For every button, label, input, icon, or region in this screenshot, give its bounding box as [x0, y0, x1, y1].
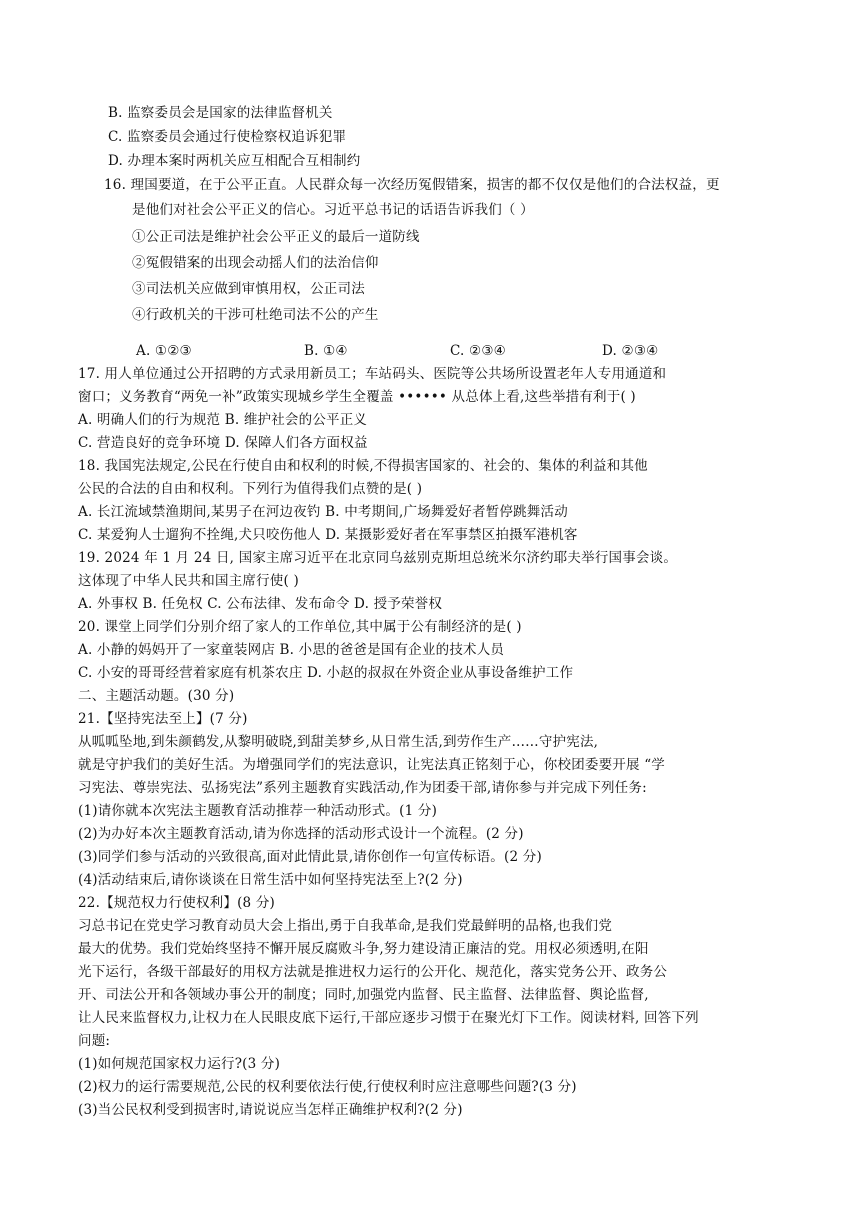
q18-options-cd: C. 某爱狗人士遛狗不拴绳,犬只咬伤他人 D. 某摄影爱好者在军事禁区拍摄军港机客 [78, 527, 578, 543]
q21-material-line1: 从呱呱坠地,到朱颜鹤发,从黎明破晓,到甜美梦乡,从日常生活,到劳作生产……守护宪法, [78, 734, 599, 750]
q22-task-3: (3)当公民权利受到损害时,请说说应当怎样正确维护权利?(2 分) [78, 1102, 463, 1118]
q16-option-d: D. ②③④ [602, 343, 659, 359]
q22-task-1: (1)如何规范国家权力运行?(3 分) [78, 1056, 281, 1072]
q22-task-2: (2)权力的运行需要规范,公民的权利要依法行使,行使权利时应注意哪些问题?(3 分) [78, 1079, 577, 1095]
q19-stem-line1: 19. 2024 年 1 月 24 日, 国家主席习近平在北京同乌兹别克斯坦总统米尔济约耶夫举行国事会谈。 [78, 550, 678, 566]
q16-statement-4: ④行政机关的干涉可杜绝司法不公的产生 [132, 307, 379, 323]
q18-stem-line1: 18. 我国宪法规定,公民在行使自由和权利的时候,不得损害国家的、社会的、集体的利益和其他 [78, 458, 648, 474]
q22-material-line2: 最大的优势。我们党始终坚持不懈开展反腐败斗争,努力建设清正廉洁的党。用权必须透明,在阳 [78, 941, 649, 957]
q16-option-c: C. ②③④ [450, 343, 506, 359]
q16-option-b: B. ①④ [304, 343, 348, 359]
q22-title: 22.【规范权力行使权利】(8 分) [78, 895, 275, 911]
q21-task-4: (4)活动结束后,请你谈谈在日常生活中如何坚持宪法至上?(2 分) [78, 872, 463, 888]
q17-options-cd: C. 营造良好的竞争环境 D. 保障人们各方面权益 [78, 435, 368, 451]
q16-stem-line1: 16. 理国要道，在于公平正直。人民群众每一次经历冤假错案，损害的都不仅仅是他们的合法权益，更 [104, 177, 720, 193]
q19-stem-line2: 这体现了中华人民共和国主席行使( ) [78, 573, 299, 589]
q15-option-b: B. 监察委员会是国家的法律监督机关 [108, 105, 333, 121]
q20-options-cd: C. 小安的哥哥经营着家庭有机茶农庄 D. 小赵的叔叔在外资企业从事设备维护工作 [78, 665, 574, 681]
q20-options-ab: A. 小静的妈妈开了一家童装网店 B. 小思的爸爸是国有企业的技术人员 [78, 642, 505, 658]
q22-material-line3: 光下运行，各级干部最好的用权方法就是推进权力运行的公开化、规范化，落实党务公开、政务公 [78, 964, 668, 980]
q18-stem-line2: 公民的合法的自由和权利。下列行为值得我们点赞的是( ) [78, 481, 423, 497]
q20-stem: 20. 课堂上同学们分别介绍了家人的工作单位,其中属于公有制经济的是( ) [78, 619, 522, 635]
q17-stem-line2: 窗口；义务教育“两免一补”政策实现城乡学生全覆盖 •••••• 从总体上看,这些举措有利于( ) [78, 389, 636, 405]
q21-task-2: (2)为办好本次主题教育活动,请为你选择的活动形式设计一个流程。(2 分) [78, 826, 524, 842]
q21-task-3: (3)同学们参与活动的兴致很高,面对此情此景,请你创作一句宣传标语。(2 分) [78, 849, 542, 865]
q17-stem-line1: 17. 用人单位通过公开招聘的方式录用新员工；车站码头、医院等公共场所设置老年人专用通道和 [78, 366, 667, 382]
q15-option-c: C. 监察委员会通过行使检察权追诉犯罪 [108, 129, 347, 145]
q16-option-a: A. ①②③ [136, 343, 192, 359]
q16-statement-2: ②冤假错案的出现会动摇人们的法治信仰 [132, 255, 379, 271]
q22-material-line1: 习总书记在党史学习教育动员大会上指出,勇于自我革命,是我们党最鲜明的品格,也我们党 [78, 918, 613, 934]
q21-task-1: (1)请你就本次宪法主题教育活动推荐一种活动形式。(1 分) [78, 803, 438, 819]
q21-material-line3: 习宪法、尊崇宪法、弘扬宪法”系列主题教育实践活动,作为团委干部,请你参与并完成下列任务: [78, 780, 647, 796]
q18-options-ab: A. 长江流域禁渔期间,某男子在河边夜钓 B. 中考期间,广场舞爱好者暂停跳舞活动 [78, 504, 568, 520]
q21-title: 21.【坚持宪法至上】(7 分) [78, 711, 248, 727]
q22-material-line4: 开、司法公开和各领域办事公开的制度；同时,加强党内监督、民主监督、法律监督、舆论监督, [78, 987, 649, 1003]
q22-material-line6: 问题: [78, 1033, 111, 1049]
q19-options: A. 外事权 B. 任免权 C. 公布法律、发布命令 D. 授予荣誉权 [78, 596, 443, 612]
q17-options-ab: A. 明确人们的行为规范 B. 维护社会的公平正义 [78, 412, 368, 428]
section-two-heading: 二、主题活动题。(30 分) [78, 688, 235, 704]
q16-statement-1: ①公正司法是维护社会公平正义的最后一道防线 [132, 229, 420, 245]
q21-material-line2: 就是守护我们的美好生活。为增强同学们的宪法意识，让宪法真正铭刻于心，你校团委要开展 “学 [78, 757, 665, 773]
q16-statement-3: ③司法机关应做到审慎用权，公正司法 [132, 281, 365, 297]
q15-option-d: D. 办理本案时两机关应互相配合互相制约 [108, 153, 361, 169]
q22-material-line5: 让人民来监督权力,让权力在人民眼皮底下运行,干部应逐步习惯于在聚光灯下工作。阅读材料, 回答下列 [78, 1010, 699, 1026]
q16-stem-line2: 是他们对社会公平正义的信心。习近平总书记的话语告诉我们（ ） [132, 202, 534, 218]
